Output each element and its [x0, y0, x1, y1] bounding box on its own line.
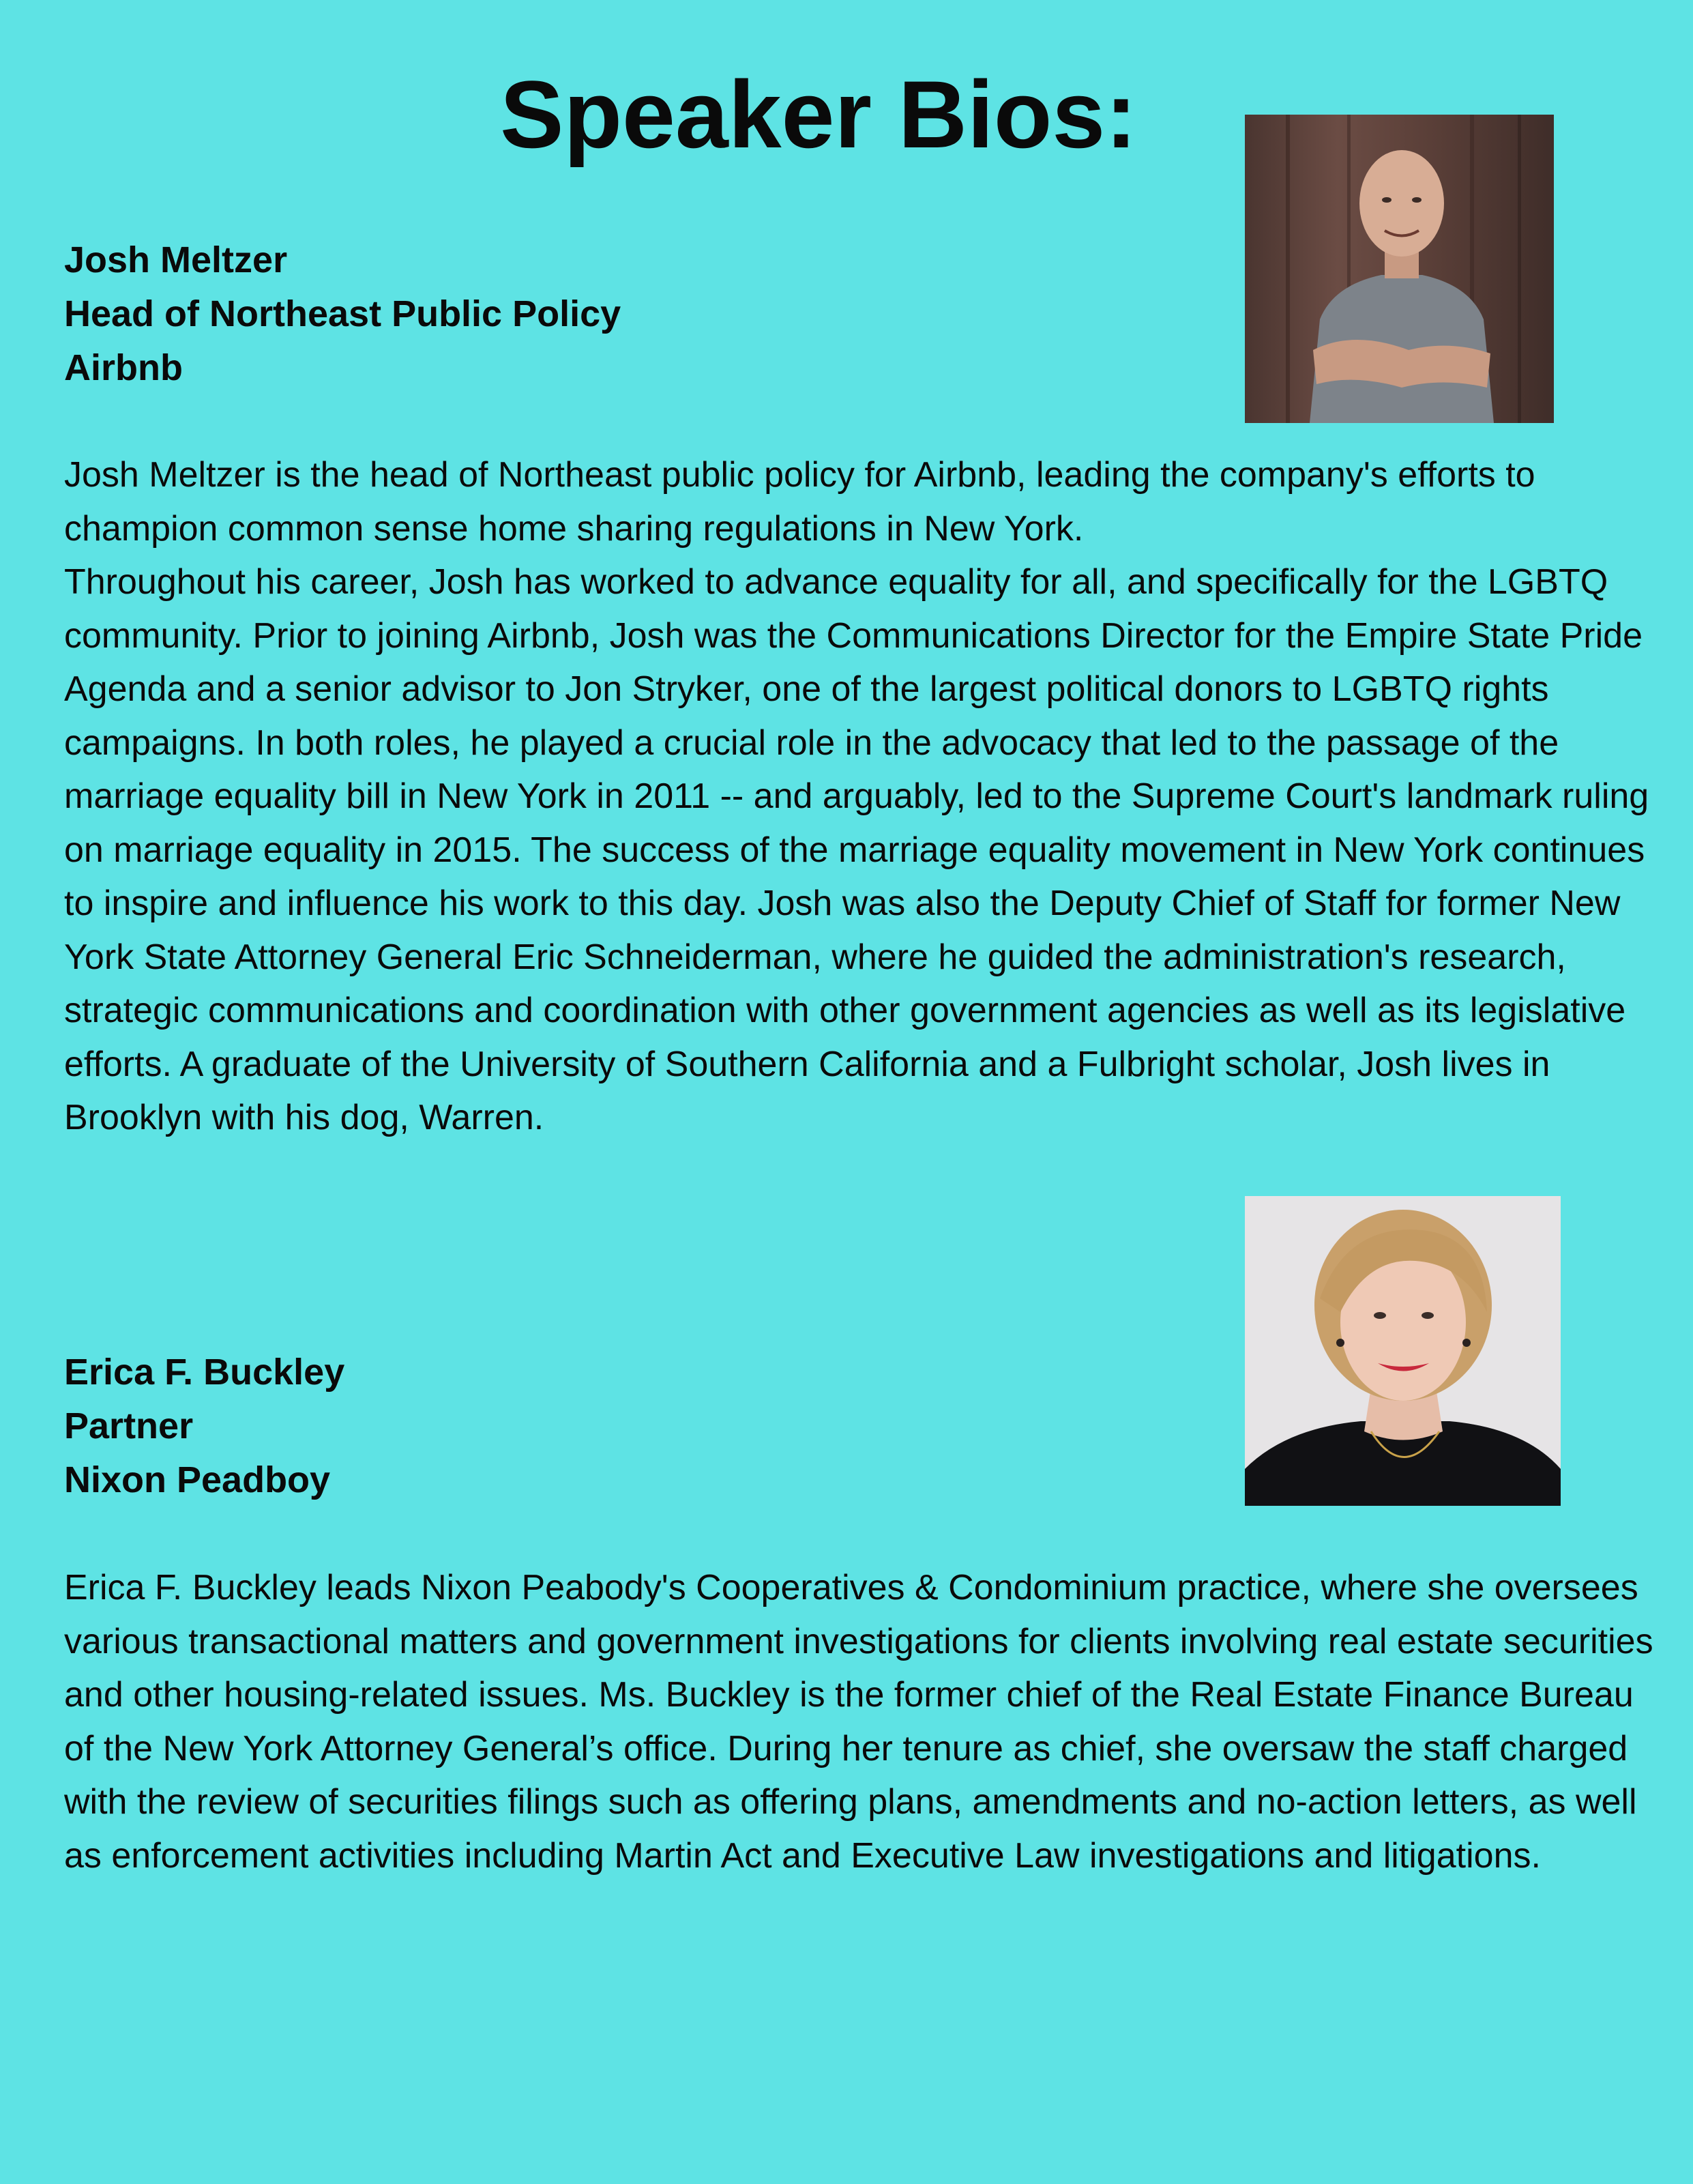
bio-paragraph: Josh Meltzer is the head of Northeast public policy for Airbnb, leading the company's efforts to champion common sense home sharing regulations in New York.: [64, 455, 1535, 549]
speaker-role: Partner: [64, 1406, 194, 1446]
speaker-role: Head of Northeast Public Policy: [64, 293, 621, 334]
speaker-header-josh-meltzer: [64, 233, 621, 395]
speaker-company: Airbnb: [64, 347, 183, 388]
speaker-photo-erica-buckley: [1245, 1196, 1561, 1506]
bio-paragraph: Throughout his career, Josh has worked to advance equality for all, and specifically for the LGBTQ community. Prior to joining Airbnb, Josh was the Communications Director for the Empire State Pride Agenda and a senior advisor to Jon Stryker, one of the largest political donors to LGBTQ rights campaigns. In both roles, he played a crucial role in the advocacy that led to the passage of the marriage equality bill in New York in 2011 -- and arguably, led to the Supreme Court's landmark ruling on marriage equality in 2015. The success of the marriage equality movement in New York continues to inspire and influence his work to this day. Josh was also the Deputy Chief of Staff for former New York State Attorney General Eric Schneiderman, where he guided the administration's research, strategic communications and coordination with other government agencies as well as its legislative efforts. A graduate of the University of Southern California and a Fulbright scholar, Josh lives in Brooklyn with his dog, Warren.: [64, 562, 1649, 1137]
speaker-name: Erica F. Buckley: [64, 1352, 345, 1393]
speaker-bio-josh-meltzer: [64, 448, 1653, 1145]
speaker-name: Josh Meltzer: [64, 239, 288, 280]
bio-paragraph: Erica F. Buckley leads Nixon Peabody's Cooperatives & Condominium practice, where she oversees various transactional matters and government investigations for clients involving real estate securities and other housing-related issues. Ms. Buckley is the former chief of the Real Estate Finance Bureau of the New York Attorney General’s office. During her tenure as chief, she oversaw the staff charged with the review of securities filings such as offering plans, amendments and no-action letters, as well as enforcement activities including Martin Act and Executive Law investigations and litigations.: [64, 1568, 1653, 1876]
speaker-photo-josh-meltzer: [1245, 115, 1554, 423]
speaker-bio-erica-buckley: [64, 1561, 1653, 1882]
speaker-company: Nixon Peadboy: [64, 1459, 331, 1500]
page-title: Speaker Bios:: [500, 61, 1137, 168]
speaker-header-erica-buckley: [64, 1345, 344, 1507]
